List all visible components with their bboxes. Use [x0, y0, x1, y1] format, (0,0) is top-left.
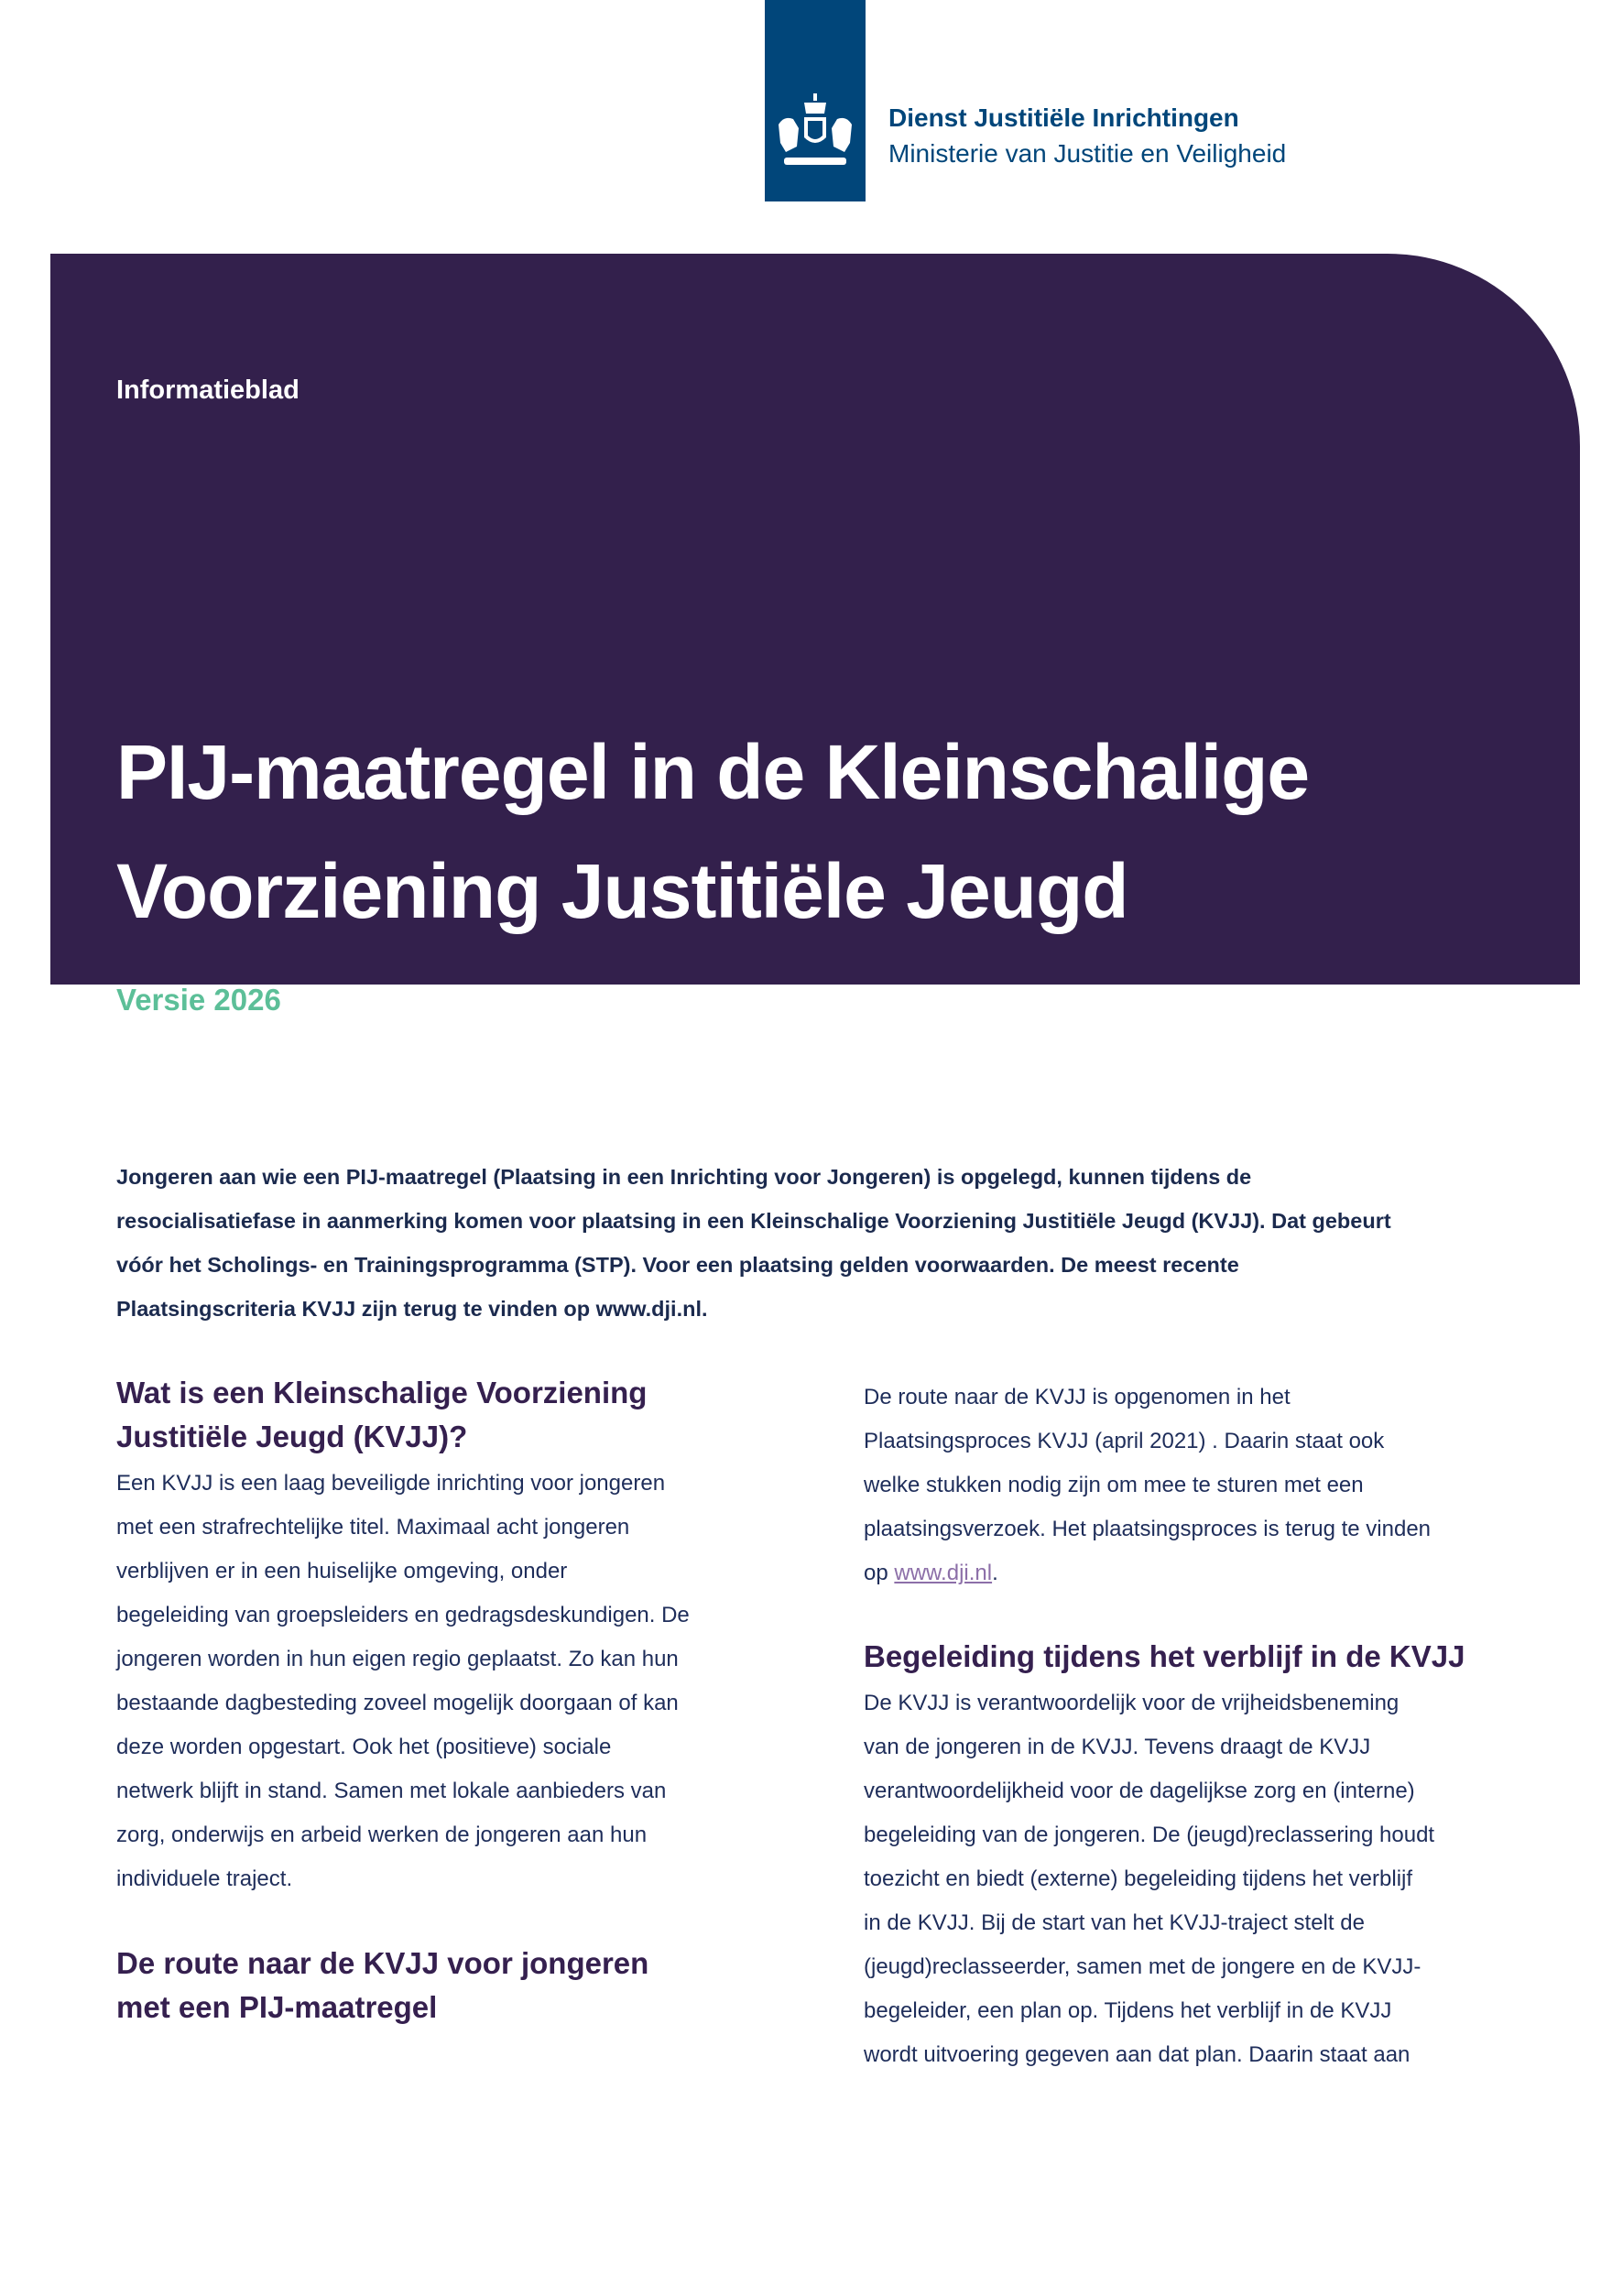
text-line: met een strafrechtelijke titel. Maximaal acht jongeren: [116, 1515, 630, 1540]
paragraph-what-is-kvjj: [116, 1462, 690, 1901]
text-line: toezicht en biedt (externe) begeleiding tijdens het verblijf: [864, 1866, 1413, 1891]
paragraph-route: [864, 1376, 1431, 1595]
organization-name: Dienst Justitiële Inrichtingen: [888, 103, 1239, 132]
text-line: Begeleiding tijdens het verblijf in de KVJJ: [864, 1639, 1465, 1673]
paragraph-guidance: [864, 1681, 1434, 2077]
text-line: resocialisatiefase in aanmerking komen voor plaatsing in een Kleinschalige Voorziening Justitiële Jeugd (KVJJ). Dat gebeurt: [116, 1209, 1391, 1233]
text-line: De KVJJ is verantwoordelijk voor de vrijheidsbeneming: [864, 1691, 1400, 1715]
text-line: De route naar de KVJJ voor jongeren: [116, 1946, 649, 1980]
text-line: verantwoordelijkheid voor de dagelijkse zorg en (interne): [864, 1779, 1415, 1803]
text-line: netwerk blijft in stand. Samen met lokale aanbieders van: [116, 1779, 667, 1803]
version-label: Versie 2026: [116, 983, 281, 1017]
text: op: [864, 1561, 895, 1585]
text-line: wordt uitvoering gegeven aan dat plan. Daarin staat aan: [864, 2042, 1411, 2067]
text-line: deze worden opgestart. Ook het (positieve) sociale: [116, 1735, 612, 1759]
section-heading-route: [116, 1942, 648, 2029]
text-line: Plaatsingsproces KVJJ (april 2021) . Daarin staat ook: [864, 1429, 1385, 1453]
text-line: bestaande dagbesteding zoveel mogelijk doorgaan of kan: [116, 1691, 679, 1715]
text-line: welke stukken nodig zijn om mee te sturen met een: [864, 1473, 1364, 1497]
text-line: vóór het Scholings- en Trainingsprogramma (STP). Voor een plaatsing gelden voorwaarden. De meest recente: [116, 1253, 1239, 1277]
text-line: Justitiële Jeugd (KVJJ)?: [116, 1420, 468, 1453]
intro-paragraph: [116, 1155, 1391, 1331]
text-line: met een PIJ-maatregel: [116, 1990, 438, 2024]
paragraph-lines: [864, 1376, 1431, 1551]
page-title-line: Voorziening Justitiële Jeugd: [116, 848, 1128, 934]
text-line: zorg, onderwijs en arbeid werken de jongeren aan hun: [116, 1823, 648, 1847]
ministry-name: Ministerie van Justitie en Veiligheid: [888, 139, 1287, 168]
paragraph-last-line: [864, 1551, 1431, 1595]
page-title-line: PIJ-maatregel in de Kleinschalige: [116, 729, 1310, 815]
text-line: Plaatsingscriteria KVJJ zijn terug te vinden op www.dji.nl.: [116, 1297, 708, 1321]
text-line: jongeren worden in hun eigen regio geplaatst. Zo kan hun: [116, 1647, 679, 1671]
text: .: [992, 1561, 998, 1585]
text-line: Wat is een Kleinschalige Voorziening: [116, 1376, 648, 1409]
text-line: begeleiding van groepsleiders en gedragsdeskundigen. De: [116, 1603, 690, 1627]
text-line: in de KVJJ. Bij de start van het KVJJ-traject stelt de: [864, 1910, 1365, 1935]
text-line: plaatsingsverzoek. Het plaatsingsproces is terug te vinden: [864, 1517, 1432, 1541]
text-line: individuele traject.: [116, 1866, 293, 1891]
section-heading-what-is-kvjj: [116, 1371, 647, 1459]
text-line: Een KVJJ is een laag beveiligde inrichting voor jongeren: [116, 1471, 666, 1496]
text-line: begeleiding van de jongeren. De (jeugd)reclassering houdt: [864, 1823, 1435, 1847]
section-heading-guidance: [864, 1635, 1465, 1679]
text-line: (jeugd)reclasseerder, samen met de jongere en de KVJJ-: [864, 1954, 1421, 1979]
text-line: Jongeren aan wie een PIJ-maatregel (Plaatsing in een Inrichting voor Jongeren) is opgelegd, kunnen tijdens de: [116, 1165, 1252, 1189]
document-type-label: Informatieblad: [116, 375, 300, 405]
text-line: verblijven er in een huiselijke omgeving, onder: [116, 1559, 568, 1583]
text-line: van de jongeren in de KVJJ. Tevens draagt de KVJJ: [864, 1735, 1371, 1759]
dji-link[interactable]: www.dji.nl: [894, 1561, 993, 1585]
coat-of-arms-icon: [771, 92, 859, 174]
text-line: De route naar de KVJJ is opgenomen in het: [864, 1385, 1291, 1409]
text-line: begeleider, een plan op. Tijdens het verblijf in de KVJJ: [864, 1998, 1392, 2023]
